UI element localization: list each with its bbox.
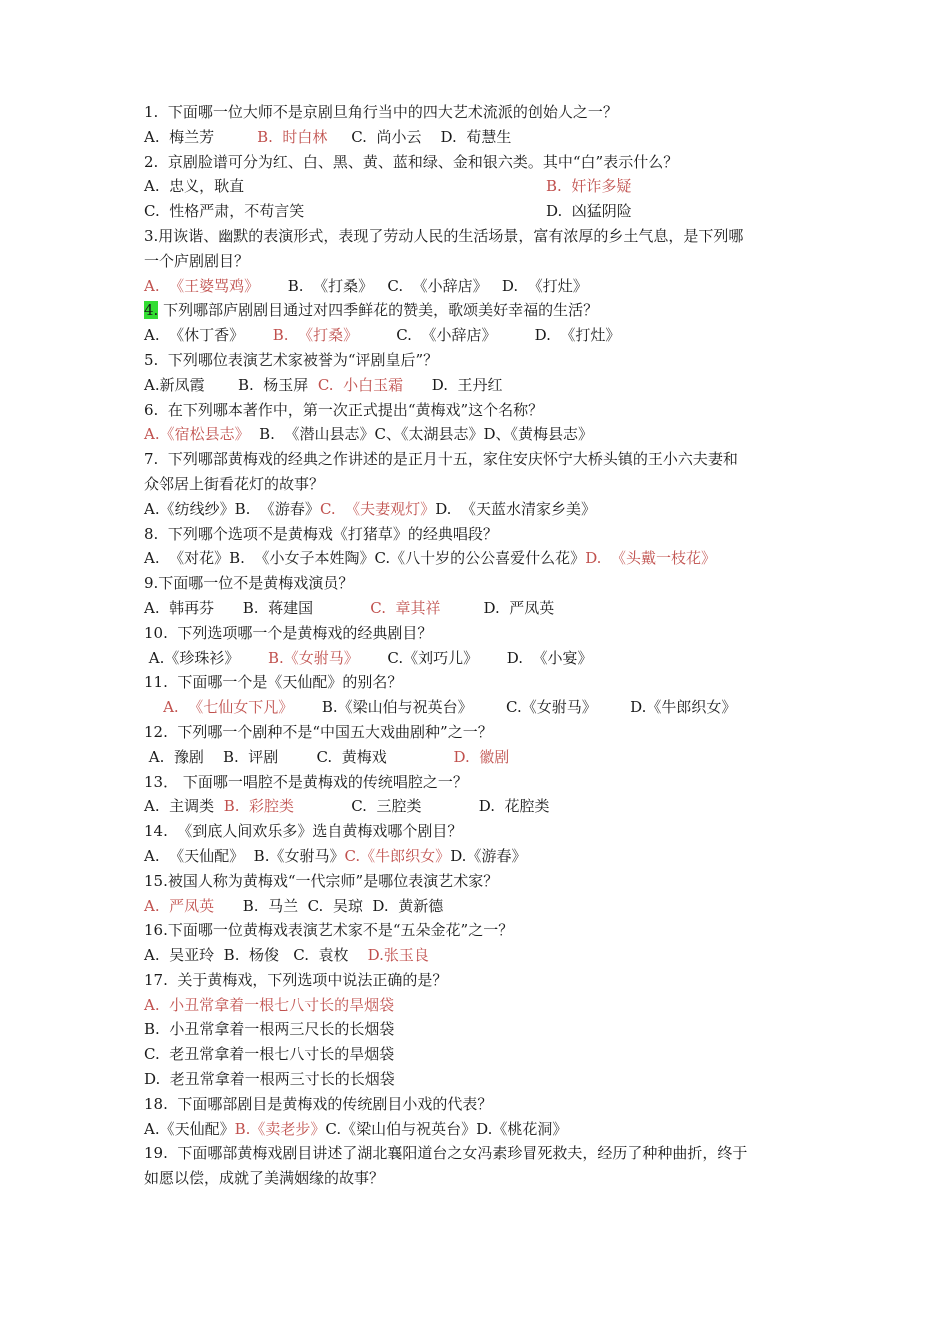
- question-stem: 5. 下列哪位表演艺术家被誉为“评剧皇后”？: [144, 350, 439, 369]
- option-text: D. 严凤英: [440, 598, 555, 617]
- option-text: C. 《小辞店》 D. 《打灶》: [358, 326, 621, 345]
- option-text: A.《珍珠衫》: [144, 648, 268, 667]
- options-line: [144, 1042, 824, 1067]
- option-text: D. 凶猛阴险: [546, 202, 632, 221]
- question-stem: 10. 下列选项哪一个是黄梅戏的经典剧目？: [144, 623, 433, 642]
- options-line: [144, 546, 824, 571]
- question-stem: 3.用诙谐、幽默的表演形式，表现了劳动人民的生活场景，富有浓厚的乡土气息，是下列哪: [144, 226, 744, 245]
- question-stem: 19. 下面哪部黄梅戏剧目讲述了湖北襄阳道台之女冯素珍冒死救夫，经历了种种曲折，终于: [144, 1144, 748, 1163]
- options-line: [144, 1067, 824, 1092]
- question-text: [144, 447, 824, 472]
- option-text: A. 韩再芬 B. 蒋建国: [144, 598, 371, 617]
- options-line: [144, 323, 824, 348]
- options-line: [144, 174, 824, 199]
- correct-answer: A. 《王婆骂鸡》: [144, 276, 260, 295]
- quiz-document: [144, 100, 824, 1191]
- options-line: [144, 745, 824, 770]
- question-stem: 9.下面哪一位不是黄梅戏演员？: [144, 574, 354, 593]
- question-text: [144, 398, 824, 423]
- option-text: A. 忠义，耿直: [144, 177, 245, 196]
- question-text: [144, 720, 824, 745]
- option-text: A. 豫剧 B. 评剧 C. 黄梅戏: [144, 747, 454, 766]
- options-line: [144, 695, 824, 720]
- question-text: [144, 150, 824, 175]
- options-line: [144, 125, 824, 150]
- question-text-continued: [144, 472, 824, 497]
- options-line: [144, 1117, 824, 1142]
- option-text: D. 《天蓝水清家乡美》: [435, 499, 596, 518]
- correct-answer: D. 《头戴一枝花》: [585, 549, 716, 568]
- question-stem: 7. 下列哪部黄梅戏的经典之作讲述的是正月十五，家住安庆怀宁大桥头镇的王小六夫妻和: [144, 450, 738, 469]
- question-text: [144, 968, 824, 993]
- question-stem: 下列哪部庐剧剧目通过对四季鲜花的赞美，歌颂美好幸福的生活？: [158, 301, 599, 320]
- option-text: A.新凤霞 B. 杨玉屏: [144, 375, 318, 394]
- question-text: [144, 522, 824, 547]
- option-text: C. 老丑常拿着一根七八寸长的旱烟袋: [144, 1045, 395, 1064]
- question-text: [144, 1092, 824, 1117]
- correct-answer: B. 《打桑》: [272, 326, 359, 345]
- question-text-continued: [144, 249, 824, 274]
- question-stem: 众邻居上街看花灯的故事？: [144, 474, 325, 493]
- option-text: A. 梅兰芳: [144, 127, 258, 146]
- question-stem: 2. 京剧脸谱可分为红、白、黑、黄、蓝和绿、金和银六类。其中“白”表示什么？: [144, 152, 679, 171]
- option-text: D. 老丑常拿着一根两三寸长的长烟袋: [144, 1070, 395, 1089]
- question-text: [144, 348, 824, 373]
- correct-answer: B. 奸诈多疑: [546, 177, 632, 196]
- question-text: [144, 670, 824, 695]
- correct-answer: A. 小丑常拿着一根七八寸长的旱烟袋: [144, 995, 395, 1014]
- question-text: [144, 100, 824, 125]
- correct-answer: D. 徽剧: [453, 747, 510, 766]
- options-line: [144, 844, 824, 869]
- option-text: C. 三腔类 D. 花腔类: [294, 797, 550, 816]
- option-text: C. 尚小云 D. 荀慧生: [327, 127, 512, 146]
- question-text: [144, 571, 824, 596]
- question-stem: 18. 下面哪部剧目是黄梅戏的传统剧目小戏的代表？: [144, 1094, 493, 1113]
- option-text: B. 《打桑》 C. 《小辞店》 D. 《打灶》: [259, 276, 588, 295]
- correct-answer: A. 严凤英: [144, 896, 215, 915]
- correct-answer: B.《女驸马》: [267, 648, 359, 667]
- correct-answer: A. 《七仙女下凡》: [163, 698, 294, 717]
- question-text: [144, 224, 824, 249]
- question-stem: 13． 下面哪一唱腔不是黄梅戏的传统唱腔之一？: [144, 772, 468, 791]
- option-text: A.《天仙配》: [144, 1119, 235, 1138]
- options-line: [144, 943, 824, 968]
- options-line: [144, 794, 824, 819]
- question-stem: 12. 下列哪一个剧种不是“中国五大戏曲剧种”之一？: [144, 722, 493, 741]
- correct-answer: D.张玉良: [367, 946, 429, 965]
- options-line: [144, 422, 824, 447]
- correct-answer: B.《卖老步》: [234, 1119, 326, 1138]
- option-text: C.《梁山伯与祝英台》D.《桃花洞》: [325, 1119, 568, 1138]
- correct-answer: C. 小白玉霜: [317, 375, 404, 394]
- question-text: [144, 1141, 824, 1166]
- question-text: [144, 869, 824, 894]
- question-number-highlight: 4.: [144, 301, 159, 320]
- options-line: [144, 274, 824, 299]
- options-line: [144, 993, 824, 1018]
- question-stem: 16.下面哪一位黄梅戏表演艺术家不是“五朵金花”之一？: [144, 921, 514, 940]
- option-text: C. 性格严肃，不苟言笑: [144, 202, 305, 221]
- option-text: A.《纺线纱》B. 《游春》: [144, 499, 320, 518]
- option-text: B. 《潜山县志》C、《太湖县志》D、《黄梅县志》: [249, 425, 593, 444]
- option-text: [144, 698, 163, 716]
- question-text-continued: [144, 1166, 824, 1191]
- options-line: [144, 894, 824, 919]
- correct-answer: C. 《夫妻观灯》: [319, 499, 436, 518]
- correct-answer: C. 章其祥: [370, 598, 441, 617]
- option-text: B.《梁山伯与祝英台》 C.《女驸马》 D.《牛郎织女》: [293, 698, 737, 717]
- question-text: [144, 819, 824, 844]
- options-line: [144, 596, 824, 621]
- correct-answer: B. 彩腔类: [223, 797, 295, 816]
- question-stem: 17. 关于黄梅戏，下列选项中说法正确的是？: [144, 970, 448, 989]
- question-stem: 如愿以偿，成就了美满姻缘的故事？: [144, 1169, 385, 1188]
- question-text: [144, 918, 824, 943]
- option-text: A. 吴亚玲 B. 杨俊 C. 袁枚: [144, 946, 368, 965]
- options-line: [144, 646, 824, 671]
- options-line: [144, 199, 824, 224]
- option-text: A. 《休丁香》: [144, 326, 273, 345]
- correct-answer: C.《牛郎织女》: [344, 846, 451, 865]
- option-text: B. 马兰 C. 吴琼 D. 黄新德: [214, 896, 444, 915]
- question-text: [144, 298, 824, 323]
- correct-answer: B. 时白林: [257, 127, 328, 146]
- question-stem: 一个庐剧剧目？: [144, 251, 250, 270]
- question-stem: 14. 《到底人间欢乐多》选自黄梅戏哪个剧目？: [144, 822, 463, 841]
- question-stem: 8. 下列哪个选项不是黄梅戏《打猪草》的经典唱段？: [144, 524, 498, 543]
- option-text: D.《游春》: [450, 846, 527, 865]
- question-stem: 1. 下面哪一位大师不是京剧旦角行当中的四大艺术流派的创始人之一？: [144, 103, 618, 121]
- correct-answer: A.《宿松县志》: [144, 425, 250, 444]
- option-text: D. 王丹红: [403, 375, 503, 394]
- options-line: [144, 1017, 824, 1042]
- question-stem: 6. 在下列哪本著作中，第一次正式提出“黄梅戏”这个名称？: [144, 400, 544, 419]
- question-text: [144, 621, 824, 646]
- options-line: [144, 497, 824, 522]
- options-line: [144, 373, 824, 398]
- option-text: C.《刘巧儿》 D. 《小宴》: [358, 648, 593, 667]
- option-text: A. 主调类: [144, 797, 224, 816]
- option-text: A. 《对花》B. 《小女子本姓陶》C.《八十岁的公公喜爱什么花》: [144, 549, 586, 568]
- question-stem: 11. 下面哪一个是《天仙配》的别名？: [144, 673, 403, 692]
- question-stem: 15.被国人称为黄梅戏“一代宗师”是哪位表演艺术家？: [144, 871, 499, 890]
- question-text: [144, 770, 824, 795]
- option-text: A. 《天仙配》 B.《女驸马》: [144, 846, 345, 865]
- option-text: B. 小丑常拿着一根两三尺长的长烟袋: [144, 1020, 395, 1039]
